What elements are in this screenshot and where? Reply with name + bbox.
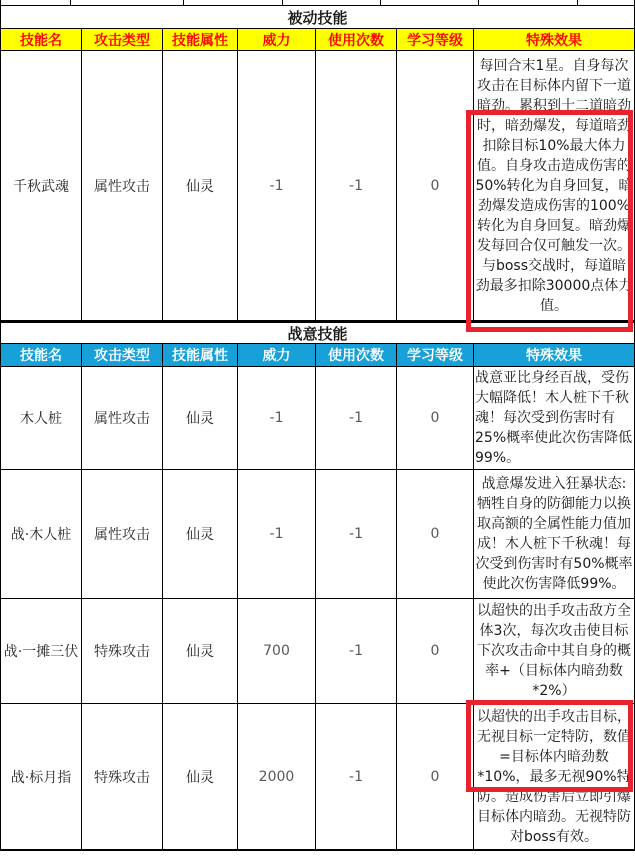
- column-header-skill-name: 技能名: [1, 29, 82, 51]
- column-header-skill-name: 技能名: [1, 344, 82, 367]
- attack-type-cell: 属性攻击: [82, 367, 163, 470]
- passive-header-row: [0, 29, 635, 51]
- table-row-zhan-biaoyuezhi: [0, 704, 635, 851]
- stub-cell: [71, 0, 184, 6]
- learn-level-cell: 0: [397, 367, 474, 470]
- section-title-battle: 战意技能: [0, 321, 635, 344]
- special-effect-cell: 以超快的出手攻击目标，无视目标一定特防，数值=目标体内暗劲数*10%，最多无视90%特防。造成伤害后立即引爆目标体内暗劲。无视特防对boss有效。: [474, 704, 635, 851]
- skill-attr-cell: 仙灵: [163, 51, 238, 321]
- skill-name-cell: 战·木人桩: [1, 470, 82, 599]
- skill-attr-cell: 仙灵: [163, 367, 238, 470]
- skill-name-cell: 战·标月指: [1, 704, 82, 851]
- column-header-skill-attr: 技能属性: [163, 29, 238, 51]
- column-header-attack-type: 攻击类型: [82, 344, 163, 367]
- uses-cell: -1: [316, 704, 397, 851]
- power-cell: 700: [238, 599, 316, 704]
- table-row-zhan-murenzhuang: [0, 470, 635, 599]
- column-header-uses: 使用次数: [316, 29, 397, 51]
- power-cell: 2000: [238, 704, 316, 851]
- attack-type-cell: 属性攻击: [82, 51, 163, 321]
- skill-name-cell: 千秋武魂: [1, 51, 82, 321]
- table-row-murenzhuang: [0, 367, 635, 470]
- skill-name-cell: 木人桩: [1, 367, 82, 470]
- column-header-special-effect: 特殊效果: [474, 344, 635, 367]
- column-header-attack-type: 攻击类型: [82, 29, 163, 51]
- skill-attr-cell: 仙灵: [163, 599, 238, 704]
- section-title-passive: 被动技能: [0, 6, 635, 29]
- stub-cell: [479, 0, 578, 6]
- power-cell: -1: [238, 51, 316, 321]
- learn-level-cell: 0: [397, 599, 474, 704]
- learn-level-cell: 0: [397, 704, 474, 851]
- uses-cell: -1: [316, 470, 397, 599]
- attack-type-cell: 特殊攻击: [82, 704, 163, 851]
- table-row-zhan-yitansanfu: [0, 599, 635, 704]
- column-header-power: 威力: [238, 344, 316, 367]
- special-effect-cell: 战意亚比身经百战，受伤大幅降低！木人桩下千秋魂！每次受到伤害时有25%概率使此次伤害降低99%。: [474, 367, 635, 470]
- previous-table-stub-row: [0, 0, 635, 6]
- attack-type-cell: 属性攻击: [82, 470, 163, 599]
- special-effect-cell: 战意爆发进入狂暴状态:牺牲自身的防御能力以换取高额的全属性能力值加成！木人桩下千秋魂！每次受到伤害时有50%概率使此次伤害降低99%。: [474, 470, 635, 599]
- stub-cell: [283, 0, 381, 6]
- battle-header-row: [0, 344, 635, 367]
- special-effect-cell: 每回合末1星。自身每次攻击在目标体内留下一道暗劲。累积到十二道暗劲时，暗劲爆发，每道暗劲扣除目标10%最大体力值。自身攻击造成伤害的50%转化为自身回复，暗劲爆发造成伤害的100%转化为自身回复。暗劲爆发每回合仅可触发一次。与boss交战时，每道暗劲最多扣除30000点体力值。: [474, 51, 635, 321]
- learn-level-cell: 0: [397, 51, 474, 321]
- uses-cell: -1: [316, 51, 397, 321]
- column-header-power: 威力: [238, 29, 316, 51]
- column-header-learn-level: 学习等级: [397, 344, 474, 367]
- column-header-special-effect: 特殊效果: [474, 29, 635, 51]
- uses-cell: -1: [316, 367, 397, 470]
- stub-cell: [1, 0, 71, 6]
- stub-cell: [381, 0, 479, 6]
- special-effect-cell: 以超快的出手攻击敌方全体3次，每次攻击使目标下次攻击命中其自身的概率+（目标体内暗劲数*2%）: [474, 599, 635, 704]
- skill-name-cell: 战·一摊三伏: [1, 599, 82, 704]
- uses-cell: -1: [316, 599, 397, 704]
- stub-cell: [578, 0, 635, 6]
- stub-cell: [184, 0, 283, 6]
- power-cell: -1: [238, 367, 316, 470]
- learn-level-cell: 0: [397, 470, 474, 599]
- column-header-learn-level: 学习等级: [397, 29, 474, 51]
- skill-attr-cell: 仙灵: [163, 470, 238, 599]
- column-header-uses: 使用次数: [316, 344, 397, 367]
- skill-attr-cell: 仙灵: [163, 704, 238, 851]
- table-row-qianqiuwuhun: [0, 51, 635, 321]
- column-header-skill-attr: 技能属性: [163, 344, 238, 367]
- attack-type-cell: 特殊攻击: [82, 599, 163, 704]
- power-cell: -1: [238, 470, 316, 599]
